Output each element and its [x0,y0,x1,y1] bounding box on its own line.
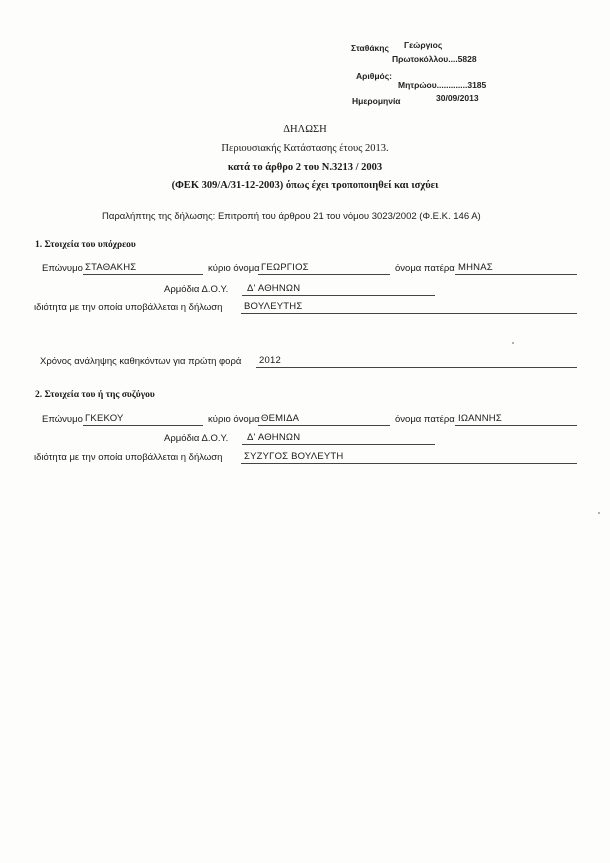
surname-label: Επώνυμο [42,263,83,274]
father-label: όνομα πατέρα [395,263,455,274]
header-surname: Σταθάκης [351,43,389,53]
year-underline [256,367,577,368]
capacity-value: ΒΟΥΛΕΥΤΗΣ [244,301,303,312]
capacity-underline [241,313,577,314]
spouse-tax-office-underline [242,444,435,445]
section-1-heading: 1. Στοιχεία του υπόχρεου [35,240,136,250]
spouse-capacity-value: ΣΥΖΥΓΟΣ ΒΟΥΛΕΥΤΗ [244,451,344,462]
firstname-label: κύριο όνομα [208,263,260,274]
firstname-underline [258,274,390,275]
tax-office-underline [242,295,435,296]
year-value: 2012 [259,355,281,366]
spouse-father-underline [455,425,577,426]
spouse-surname-label: Επώνυμο [42,414,83,425]
spouse-firstname-underline [258,425,390,426]
spouse-surname-value: ΓΚΕΚΟΥ [85,413,124,424]
title-line-2: Περιουσιακής Κατάστασης έτους 2013. [221,143,389,154]
spouse-surname-underline [83,425,203,426]
header-number-label: Αριθμός: [356,71,392,81]
spouse-firstname-label: κύριο όνομα [208,414,260,425]
header-protocol: Πρωτοκόλλου....5828 [392,54,477,64]
surname-underline [83,274,203,275]
spouse-firstname-value: ΘΕΜΙΔΑ [261,413,300,424]
father-underline [455,274,577,275]
year-label: Χρόνος ανάληψης καθηκόντων για πρώτη φορά [40,356,242,367]
father-value: ΜΗΝΑΣ [458,262,493,273]
title-line-1: ΔΗΛΩΣΗ [283,124,327,135]
header-date-value: 30/09/2013 [436,93,479,103]
firstname-value: ΓΕΩΡΓΙΟΣ [261,262,309,273]
capacity-label: ιδιότητα με την οποία υποβάλλεται η δήλωση [34,302,223,313]
header-date-label: Ημερομηνία [352,96,401,106]
recipient-line: Παραλήπτης της δήλωσης: Επιτροπή του άρθρου 21 του νόμου 3023/2002 (Φ.Ε.Κ. 146 Α) [102,211,481,222]
header-firstname: Γεώργιος [404,40,443,50]
spouse-tax-office-value: Δ' ΑΘΗΝΩΝ [247,432,301,443]
header-registry: Μητρώου.............3185 [398,80,487,90]
surname-value: ΣΤΑΘΑΚΗΣ [85,262,137,273]
scan-speck [512,342,514,344]
scan-speck [598,512,600,514]
spouse-capacity-label: ιδιότητα με την οποία υποβάλλεται η δήλωση [34,452,223,463]
spouse-father-value: ΙΩΑΝΝΗΣ [458,413,502,424]
tax-office-value: Δ' ΑΘΗΝΩΝ [247,283,301,294]
spouse-father-label: όνομα πατέρα [395,414,455,425]
title-line-4: (ΦΕΚ 309/Α/31-12-2003) όπως έχει τροποποιηθεί και ισχύει [171,180,439,191]
tax-office-label: Αρμόδια Δ.Ο.Υ. [164,284,229,295]
spouse-tax-office-label: Αρμόδια Δ.Ο.Υ. [164,433,229,444]
section-2-heading: 2. Στοιχεία του ή της συζύγου [35,390,155,400]
spouse-capacity-underline [241,463,577,464]
title-line-3: κατά το άρθρο 2 του Ν.3213 / 2003 [227,162,383,173]
